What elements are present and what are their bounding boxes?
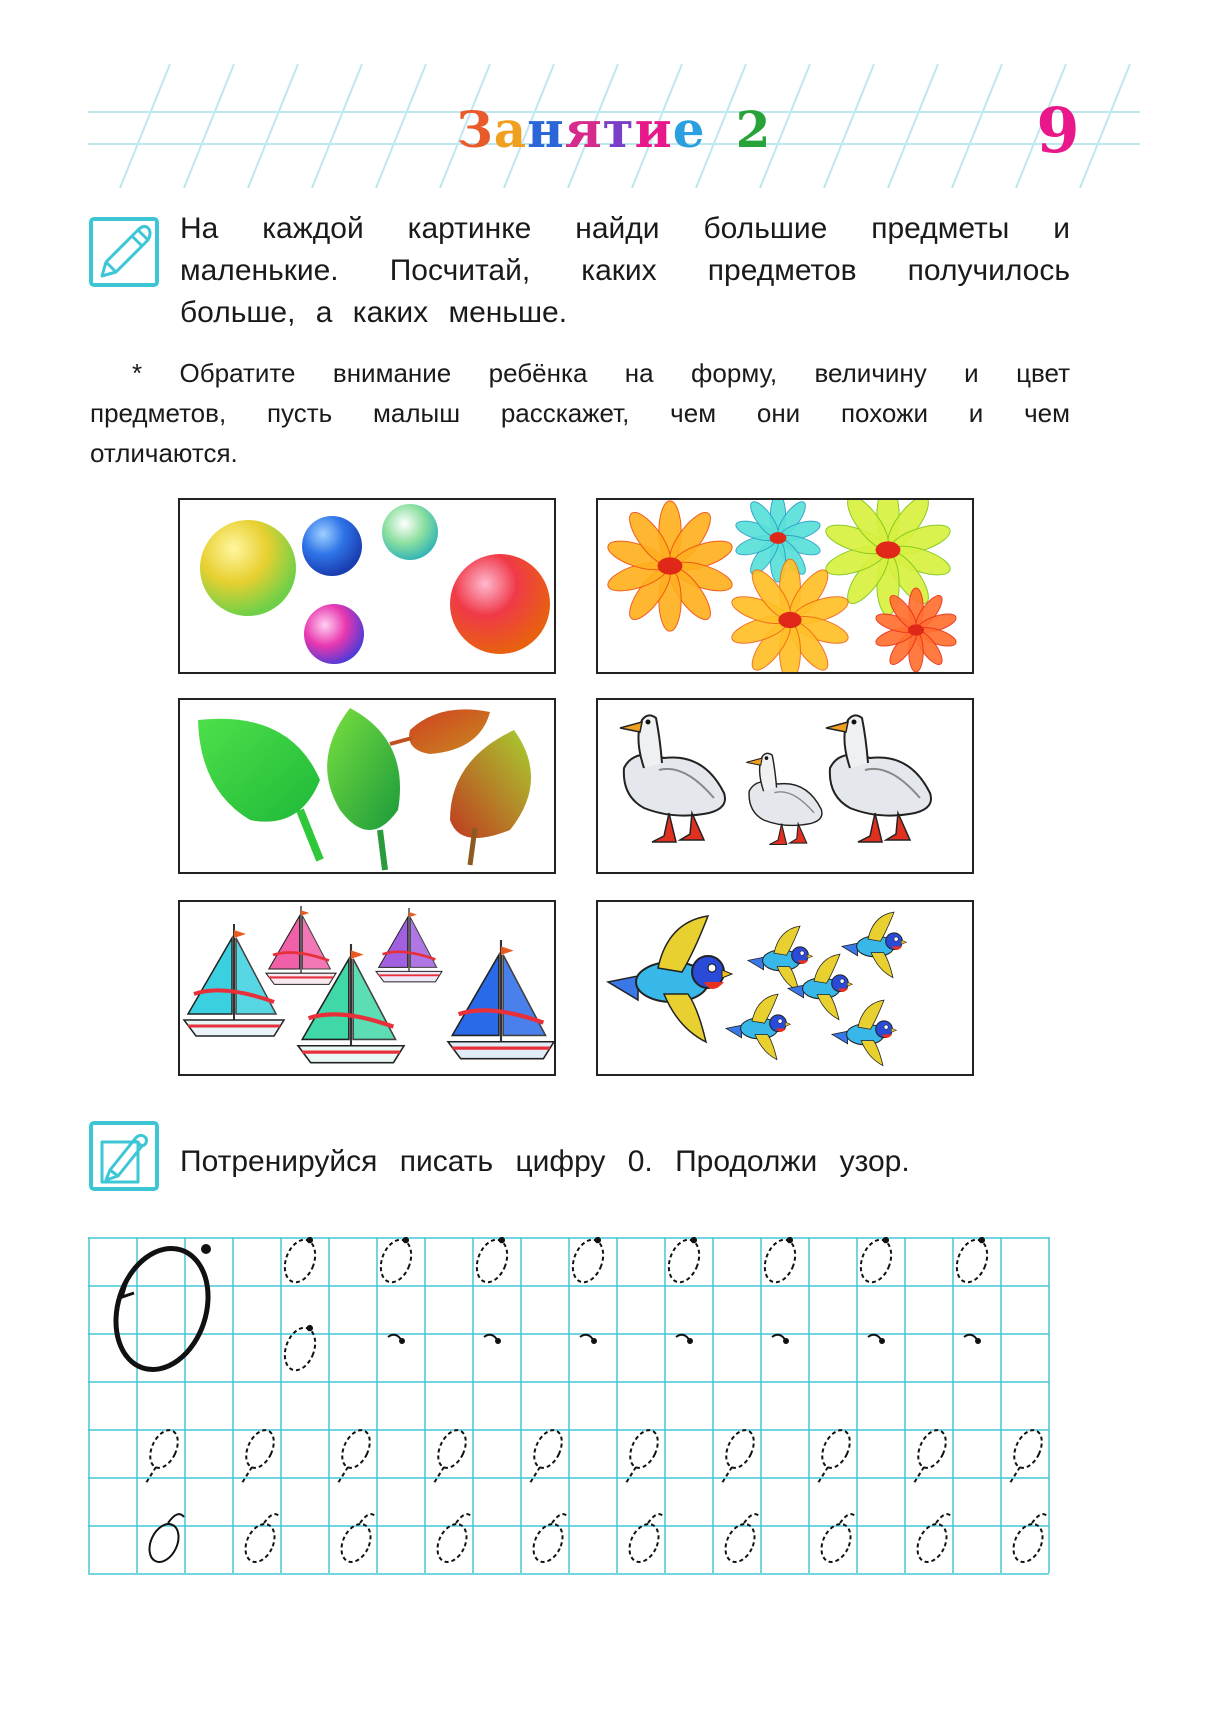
sailboat-small-purple xyxy=(376,908,442,982)
tracing-loop-zero xyxy=(720,1514,760,1567)
writing-practice-grid xyxy=(88,1237,1068,1577)
flowers-picture xyxy=(596,498,974,674)
title-letter: З xyxy=(456,100,494,159)
task2-instructions: Потренируйся писать цифру 0. Продолжи узор. xyxy=(180,1145,910,1178)
tracing-zero-row1 xyxy=(663,1237,704,1286)
tracing-start-mark xyxy=(964,1335,981,1344)
pencil-task-icon xyxy=(88,216,160,288)
tracing-start-mark xyxy=(676,1335,693,1344)
tracing-tail-zero xyxy=(817,1426,856,1483)
tracing-tail-zero xyxy=(625,1426,664,1483)
title-letter: а xyxy=(493,100,528,159)
balls-picture xyxy=(178,498,556,674)
flower-large-orange xyxy=(605,501,736,631)
goose-small xyxy=(746,753,822,844)
tracing-tail-zero xyxy=(433,1426,472,1483)
bird-small-5 xyxy=(832,1000,896,1066)
tracing-zero-row1 xyxy=(759,1237,800,1286)
tracing-start-mark xyxy=(772,1335,789,1344)
tracing-tail-zero xyxy=(145,1426,184,1483)
tracing-loop-zero xyxy=(912,1514,952,1567)
sailboat-large-blue xyxy=(448,940,554,1059)
task1-line-2: маленькие. Посчитай, каких предметов получилось xyxy=(180,254,1070,287)
geese-picture xyxy=(596,698,974,874)
tracing-tail-zero xyxy=(721,1426,760,1483)
bird-small-1 xyxy=(748,926,812,992)
bird-large xyxy=(608,916,732,1042)
bird-small-2 xyxy=(842,912,906,978)
title-letter: н xyxy=(527,100,565,159)
tracing-zero-row1 xyxy=(855,1237,896,1286)
tracing-tail-zero xyxy=(913,1426,952,1483)
sample-zero xyxy=(101,1237,223,1382)
sailboat-large-cyan xyxy=(184,924,284,1036)
note-line-3: отличаются. xyxy=(90,438,238,468)
sailboats-picture xyxy=(178,900,556,1076)
lesson-title-word xyxy=(457,100,706,159)
tracing-zero-row1 xyxy=(471,1237,512,1286)
tracing-loop-zero xyxy=(816,1514,856,1567)
tracing-tail-zero xyxy=(1009,1426,1048,1483)
page-number: 9 xyxy=(1036,94,1080,167)
tracing-start-mark xyxy=(388,1335,405,1344)
tracing-start-mark xyxy=(484,1335,501,1344)
write-task-icon xyxy=(88,1120,160,1192)
parent-note xyxy=(90,353,1070,473)
tracing-zero-row2 xyxy=(279,1324,320,1375)
tracing-tail-zero xyxy=(241,1426,280,1483)
tracing-loop-zero xyxy=(240,1514,280,1567)
tracing-loop-zero xyxy=(624,1514,664,1567)
tracing-tail-zero xyxy=(529,1426,568,1483)
title-letter: т xyxy=(602,100,635,159)
flower-large-orange-2 xyxy=(729,559,851,672)
note-line-2: предметов, пусть малыш расскажет, чем они похожи и чем xyxy=(90,398,1070,428)
tracing-loop-zero xyxy=(1008,1514,1048,1567)
tracing-zero-row1 xyxy=(567,1237,608,1286)
bird-small-4 xyxy=(726,994,790,1060)
goose-large-2 xyxy=(826,715,931,842)
tracing-zero-row1 xyxy=(375,1237,416,1286)
task1-line-1: На каждой картинке найди большие предметы и xyxy=(180,212,1070,245)
tracing-start-mark xyxy=(868,1335,885,1344)
birds-picture xyxy=(596,900,974,1076)
tracing-loop-zero xyxy=(432,1514,472,1567)
flower-small-cyan xyxy=(734,500,823,582)
tracing-tail-zero xyxy=(337,1426,376,1483)
title-letter: и xyxy=(634,100,673,159)
leaves-picture xyxy=(178,698,556,874)
tracing-start-mark xyxy=(580,1335,597,1344)
task1-line-3: больше, а каких меньше. xyxy=(180,296,568,329)
task1-instructions xyxy=(180,208,1070,334)
tracing-zero-row1 xyxy=(279,1237,320,1286)
tracing-zero-row1 xyxy=(951,1237,992,1286)
title-letter: я xyxy=(564,100,603,159)
note-line-1: * Обратите внимание ребёнка на форму, величину и цвет xyxy=(132,358,1070,388)
sailboat-small-pink xyxy=(266,906,336,984)
tracing-loop-zero xyxy=(336,1514,376,1567)
title-letter: е xyxy=(672,100,706,159)
solid-loop-zero xyxy=(144,1514,184,1567)
lesson-number: 2 xyxy=(735,100,772,159)
tracing-loop-zero xyxy=(528,1514,568,1567)
goose-large-1 xyxy=(620,715,725,842)
